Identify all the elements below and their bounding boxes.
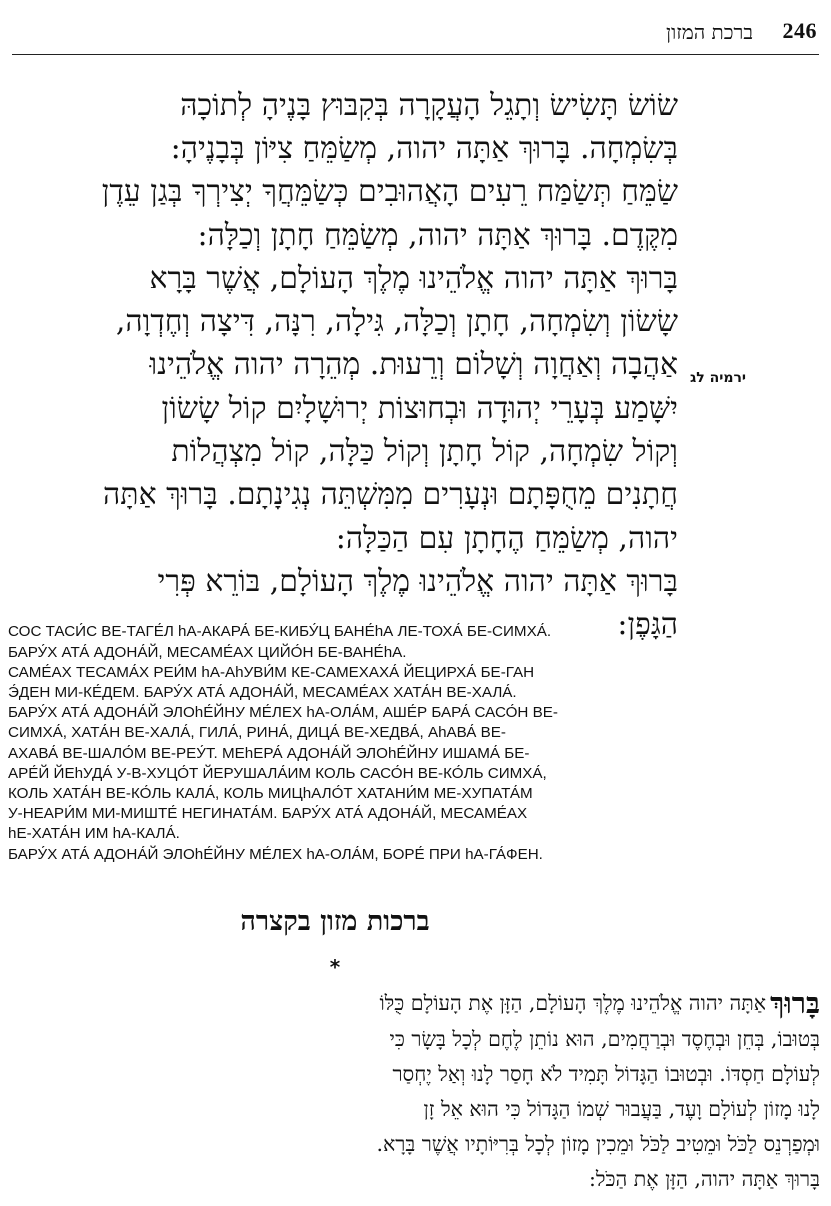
- transliteration-line: КОЛЬ ХАТА́Н ВЕ-КО́ЛЬ КАЛА́, КОЛЬ МИЦhАЛО́Т ХАТАНИ́М МЕ-ХУПАТА́М: [8, 784, 533, 802]
- hebrew-blessings-block: [8, 84, 678, 647]
- hebrew-line: בְּשִׂמְחָה. בָּרוּךְ אַתָּה יהוה, מְשַׂמֵּחַ צִיּוֹן בְּבָנֶיהָ:: [170, 130, 678, 166]
- hebrew-line: יהוה, מְשַׂמֵּחַ הֶחָתָן עִם הַכַּלָּה:: [335, 520, 678, 556]
- section-heading: ברכות מזון בקצרה: [240, 906, 430, 937]
- header-rule: [12, 54, 819, 55]
- transliteration-line: Э́ДЕН МИ-КЕ́ДЕМ. БАРУ́Х АТА́ АДОНА́Й, МЕСАМЕ́АХ ХАТА́Н ВЕ-ХАЛА́.: [8, 684, 517, 702]
- transliteration-line: АРЕ́Й ЙЕhУДА́ У-В-ХУЦО́Т ЙЕРУШАЛА́ИМ КОЛЬ САСО́Н ВЕ-КО́ЛЬ СИМХА́,: [8, 764, 547, 782]
- hebrew-line: שָׂשׂוֹן וְשִׂמְחָה, חָתָן וְכַלָּה, גִּילָה, רִנָּה, דִּיצָה וְחֶדְוָה,: [115, 304, 678, 340]
- hebrew-line: מִקֶּדֶם. בָּרוּךְ אַתָּה יהוה, מְשַׂמֵּחַ חָתָן וְכַלָּה:: [197, 217, 678, 253]
- running-title: ברכת המזון: [666, 20, 753, 44]
- hebrew-line: וְקוֹל שִׂמְחָה, קוֹל חָתָן וְקוֹל כַּלָּה, קוֹל מִצְהֲלוֹת: [171, 434, 678, 470]
- transliteration-line: БАРУ́Х АТА́ АДОНА́Й, МЕСАМЕ́АХ ЦИЙО́Н БЕ-ВАНЕ́hА.: [8, 643, 407, 661]
- hebrew-line: שַׂמֵּחַ תְּשַׂמַּח רֵעִים הָאֲהוּבִים כְּשַׂמֵּחֲךָ יְצִירְךָ בְּגַן עֵדֶן: [101, 174, 678, 210]
- hebrew-line: וּמְפַרְנֵס לַכֹּל וּמֵטִיב לַכֹּל וּמֵכִין מָזוֹן לְכָל בְּרִיּוֹתָיו אֲשֶׁר בָּרָא.: [376, 1132, 820, 1157]
- transliteration-line: СОС ТАСИ́С ВЕ-ТАГЕ́Л hА-АКАРА́ БЕ-КИБУ́Ц БАНЕ́hА ЛЕ-ТОХА́ БЕ-СИМХА́.: [8, 623, 552, 641]
- hebrew-line: חֲתָנִים מֵחֻפָּתָם וּנְעָרִים מִמִּשְׁתֵּה נְגִינָתָם. בָּרוּךְ אַתָּה: [103, 477, 678, 513]
- hebrew-line: [10, 986, 820, 1021]
- hebrew-line: בָּרוּךְ אַתָּה יהוה אֱלֹהֵינוּ מֶלֶךְ הָעוֹלָם, בּוֹרֵא פְּרִי: [157, 563, 678, 599]
- hebrew-line: אַהֲבָה וְאַחֲוָה וְשָׁלוֹם וְרֵעוּת. מְהֵרָה יהוה אֱלֹהֵינוּ: [149, 347, 678, 383]
- hebrew-line: לָנוּ מָזוֹן לְעוֹלָם וָעֶד, בַּעֲבוּר שְׁמוֹ הַגָּדוֹל כִּי הוּא אֵל זָן: [423, 1096, 820, 1121]
- hebrew-line: לְעוֹלָם חַסְדּוֹ. וּבְטוּבוֹ הַגָּדוֹל תָּמִיד לֹא חָסַר לָנוּ וְאַל יֶחְסַר: [392, 1061, 820, 1086]
- hebrew-line: בָּרוּךְ אַתָּה יהוה אֱלֹהֵינוּ מֶלֶךְ הָעוֹלָם, אֲשֶׁר בָּרָא: [149, 260, 678, 296]
- hebrew-line-text: אַתָּה יהוה אֱלֹהֵינוּ מֶלֶךְ הָעוֹלָם, הַזָּן אֶת הָעוֹלָם כֻּלּוֹ: [379, 991, 767, 1016]
- hebrew-line: שׂוֹשׂ תָּשִׂישׂ וְתָגֵל הָעֲקָרָה בְּקִבּוּץ בָּנֶיהָ לְתוֹכָהּ: [180, 87, 678, 123]
- section-separator: *: [329, 955, 341, 979]
- transliteration-line: СИМХА́, ХАТА́Н ВЕ-ХАЛА́, ГИЛА́, РИНА́, ДИЦА́ ВЕ-ХЕДВА́, АhАВА́ ВЕ-: [8, 724, 506, 742]
- transliteration-block: [8, 622, 668, 864]
- hebrew-line: בָּרוּךְ אַתָּה יהוה, הַזָּן אֶת הַכֹּל:: [588, 1167, 820, 1192]
- margin-reference: ירמיה לג: [690, 370, 747, 386]
- page-number: 246: [782, 18, 817, 43]
- hebrew-line: יִשָּׁמַע בְּעָרֵי יְהוּדָה וּבְחוּצוֹת יְרוּשָׁלָיִם קוֹל שָׂשׂוֹן: [161, 390, 678, 426]
- short-grace-block: [10, 986, 820, 1197]
- transliteration-line: БАРУ́Х АТА́ АДОНА́Й ЭЛОhЕ́ЙНУ МЕ́ЛЕХ hА-ОЛА́М, АШЕ́Р БАРА́ САСО́Н ВЕ-: [8, 704, 558, 722]
- transliteration-line: АХАВА́ ВЕ-ШАЛО́М ВЕ-РЕУ́Т. МЕhЕРА́ АДОНА́Й ЭЛОhЕ́ЙНУ ИШАМА́ БЕ-: [8, 744, 530, 762]
- transliteration-line: hЕ-ХАТА́Н ИМ hА-КАЛА́.: [8, 825, 180, 843]
- hebrew-line: בְּטוּבוֹ, בְּחֵן וּבְחֶסֶד וּבְרַחֲמִים, הוּא נוֹתֵן לֶחֶם לְכָל בָּשָׂר כִּי: [389, 1026, 820, 1051]
- transliteration-line: БАРУ́Х АТА́ АДОНА́Й ЭЛОhЕ́ЙНУ МЕ́ЛЕХ hА-ОЛА́М, БОРЕ́ ПРИ hА-ГА́ФЕН.: [8, 845, 543, 863]
- hebrew-line: הַגָּפֶן:: [617, 607, 678, 643]
- transliteration-line: САМЕ́АХ ТЕСАМА́Х РЕИ́М hА-АhУВИ́М КЕ-САМЕХАХА́ ЙЕЦИРХА́ БЕ-ГАН: [8, 663, 535, 681]
- lead-word: בָּרוּךְ: [770, 986, 820, 1021]
- transliteration-line: У-НЕАРИ́М МИ-МИШТЕ́ НЕГИНАТА́М. БАРУ́Х АТА́ АДОНА́Й, МЕСАМЕ́АХ: [8, 805, 528, 823]
